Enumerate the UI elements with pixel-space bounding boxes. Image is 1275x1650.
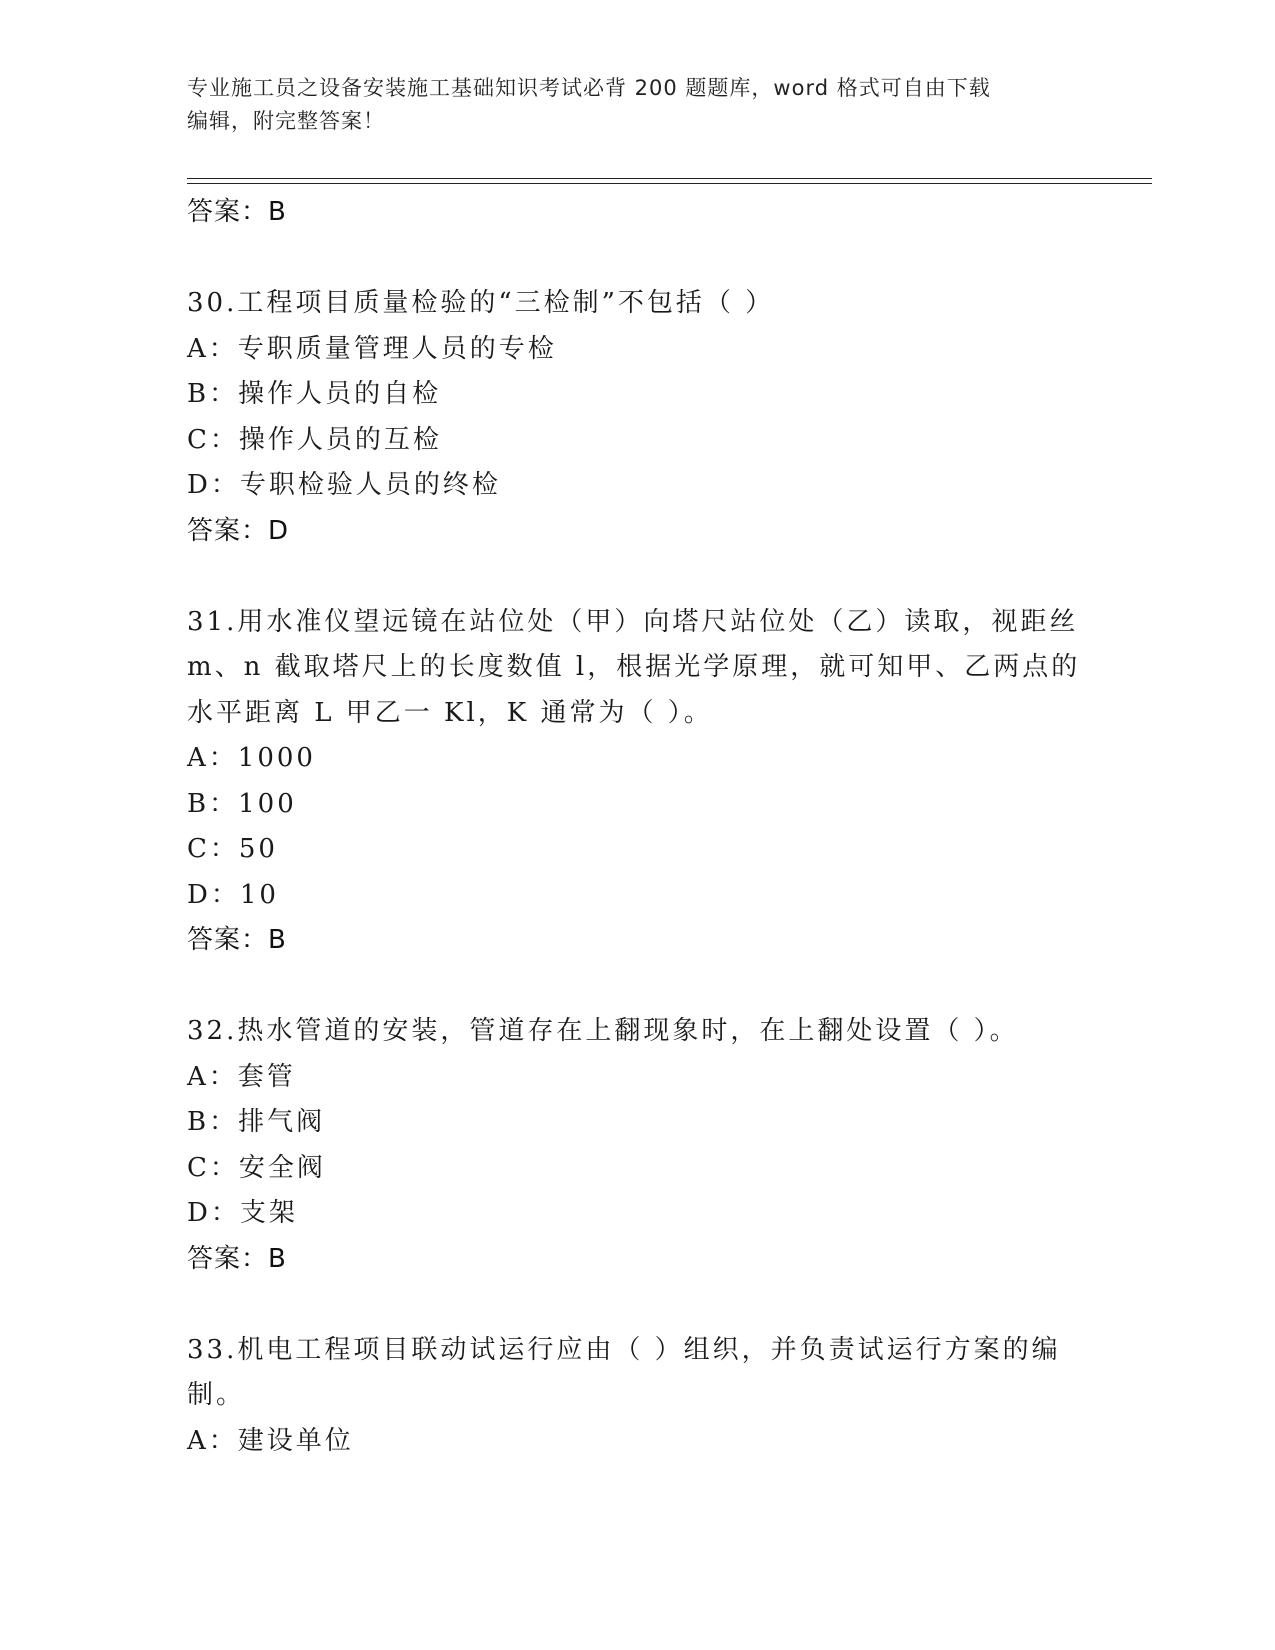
option-b: B：操作人员的自检 bbox=[187, 379, 442, 409]
option-c: C：50 bbox=[187, 834, 278, 864]
option-b: B：100 bbox=[187, 788, 297, 819]
option-a: A：套管 bbox=[187, 1061, 296, 1092]
spacer bbox=[187, 236, 1087, 282]
option-a: A：专职质量管理人员的专检 bbox=[187, 333, 557, 364]
spacer bbox=[187, 964, 1087, 1010]
header-divider-top bbox=[187, 178, 1152, 179]
question-32 bbox=[187, 1009, 1087, 1282]
answer-line: 答案：B bbox=[187, 1243, 287, 1274]
option-d: D：10 bbox=[187, 879, 279, 910]
question-stem: 水平距离 L 甲乙一 Kl，K 通常为（ ）。 bbox=[187, 697, 713, 728]
question-30 bbox=[187, 281, 1087, 554]
question-stem: 30.工程项目质量检验的“三检制”不包括（ ） bbox=[187, 288, 775, 318]
question-stem: 33.机电工程项目联动试运行应由（ ）组织，并负责试运行方案的编 bbox=[187, 1334, 1061, 1365]
header-title-line-2: 编辑，附完整答案！ bbox=[187, 109, 385, 133]
question-stem: 制。 bbox=[187, 1380, 246, 1410]
header-title-line-1: 专业施工员之设备安装施工基础知识考试必背 200 题题库，word 格式可自由下载 bbox=[187, 76, 991, 100]
option-a: A：建设单位 bbox=[187, 1425, 354, 1456]
option-a: A：1000 bbox=[187, 743, 316, 773]
document-header bbox=[187, 72, 1067, 138]
question-list bbox=[187, 190, 1087, 1464]
option-d: D：支架 bbox=[187, 1198, 298, 1228]
question-stem: m、n 截取塔尺上的长度数值 l，根据光学原理，就可知甲、乙两点的 bbox=[187, 652, 1081, 682]
question-33 bbox=[187, 1328, 1087, 1465]
spacer bbox=[187, 1282, 1087, 1328]
option-b: B：排气阀 bbox=[187, 1107, 326, 1137]
option-d: D：专职检验人员的终检 bbox=[187, 470, 501, 500]
option-c: C：安全阀 bbox=[187, 1152, 326, 1183]
answer-line: 答案：B bbox=[187, 925, 287, 955]
question-stem: 31.用水准仪望远镜在站位处（甲）向塔尺站位处（乙）读取，视距丝 bbox=[187, 606, 1079, 637]
question-31 bbox=[187, 600, 1087, 964]
header-divider-bottom bbox=[187, 183, 1152, 184]
question-stem: 32.热水管道的安装，管道存在上翻现象时，在上翻处设置（ ）。 bbox=[187, 1016, 1019, 1046]
answer-line: 答案：D bbox=[187, 515, 290, 546]
answer-line: 答案：B bbox=[187, 197, 287, 227]
option-c: C：操作人员的互检 bbox=[187, 424, 442, 455]
spacer bbox=[187, 554, 1087, 600]
